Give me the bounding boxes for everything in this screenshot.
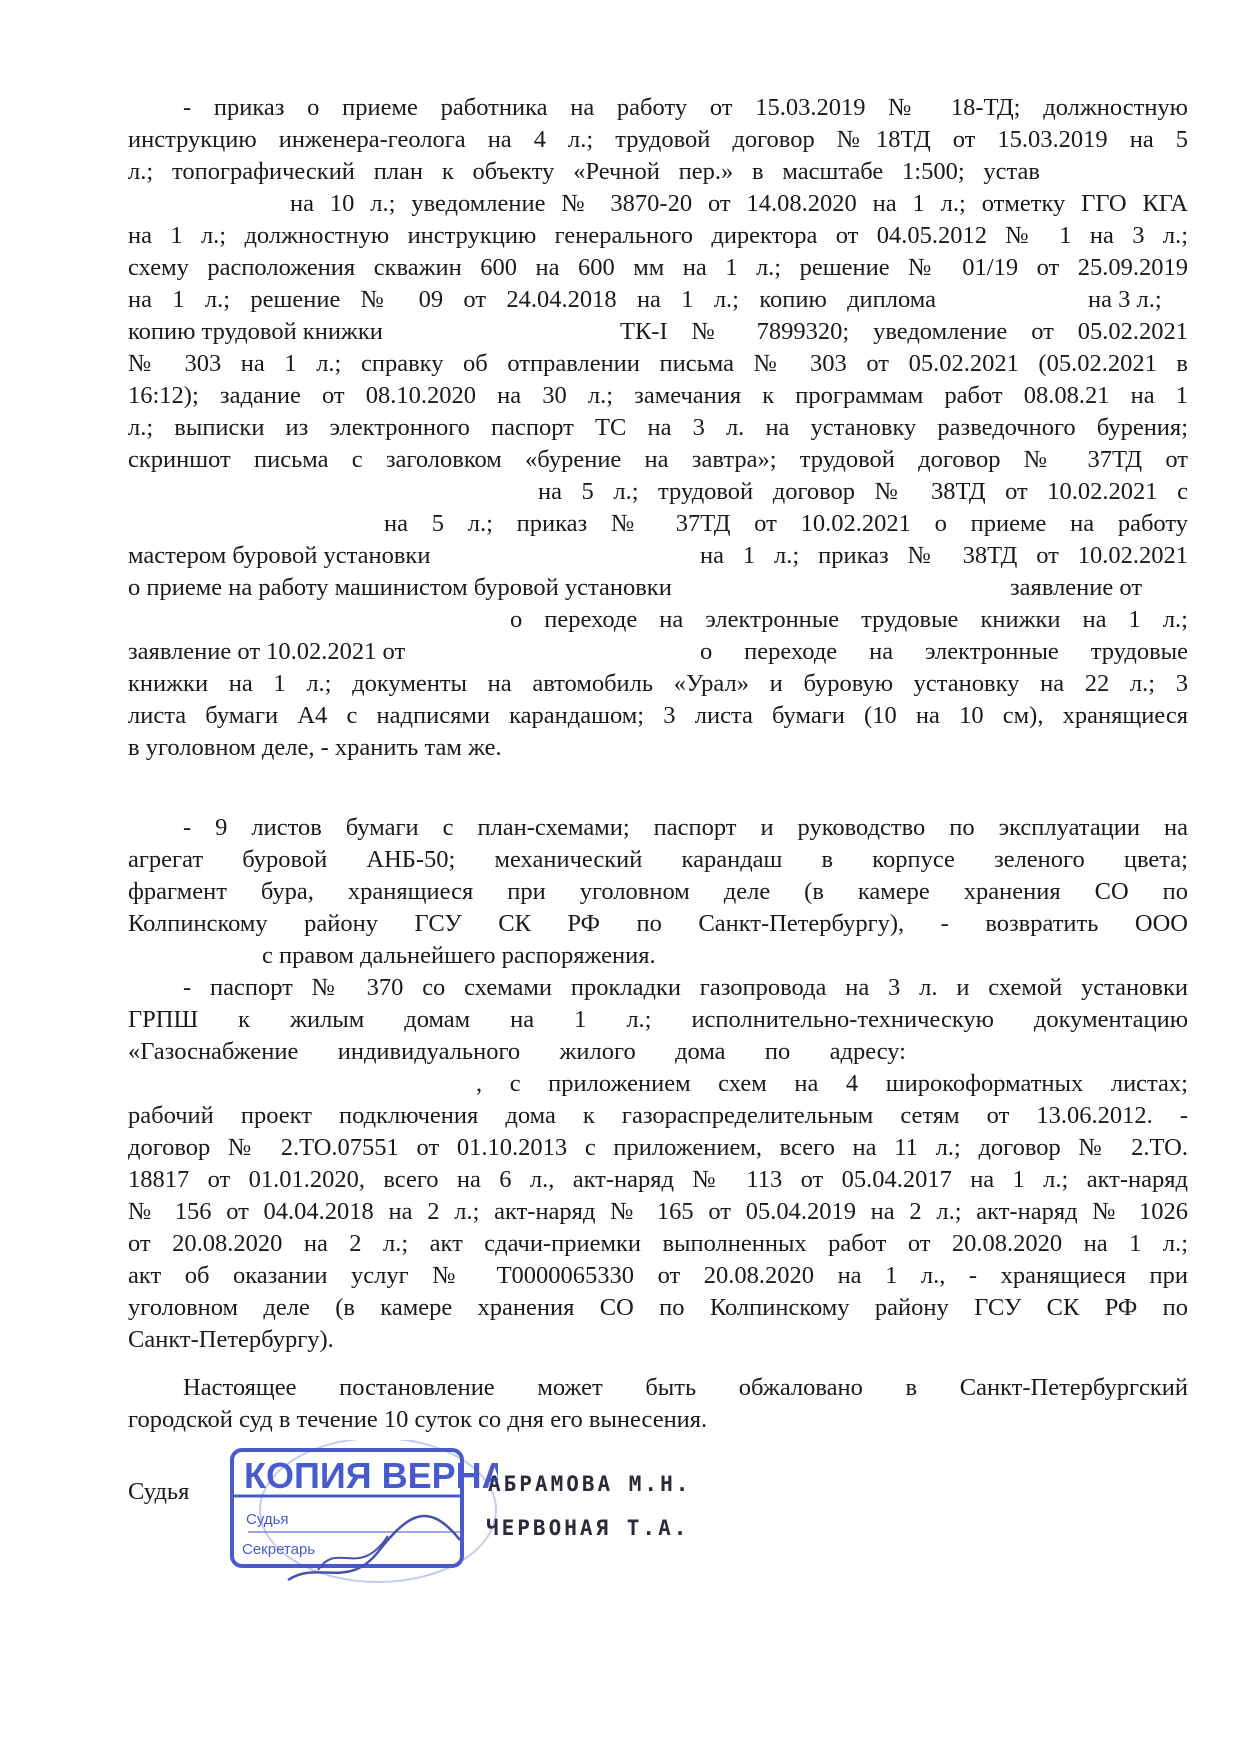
text-line: Санкт-Петербургу). — [128, 1326, 334, 1353]
text-line: на 1 л.; решение № 09 от 24.04.2018 на 1 л.; копию диплома — [128, 286, 936, 313]
text-line: листа бумаги А4 с надписями карандашом; 3 листа бумаги (10 на 10 см), хранящиеся — [128, 702, 1188, 729]
text-line: на 3 л.; — [1088, 286, 1162, 313]
text-line: о приеме на работу машинистом буровой установки — [128, 574, 672, 601]
text-line: л.; выписки из электронного паспорт ТС на 3 л. на установку разведочного бурения; — [128, 414, 1188, 441]
text-line: 18817 от 01.01.2020, всего на 6 л., акт-наряд № 113 от 05.04.2017 на 1 л.; акт-наряд — [128, 1166, 1188, 1193]
judge-label: Судья — [128, 1478, 190, 1505]
text-line: заявление от — [1010, 574, 1143, 601]
text-line: книжки на 1 л.; документы на автомобиль «Урал» и буровую установку на 22 л.; 3 — [128, 670, 1188, 697]
text-line: - 9 листов бумаги с план-схемами; паспорт и руководство по эксплуатации на — [183, 814, 1188, 841]
text-line: в уголовном деле, - хранить там же. — [128, 734, 502, 761]
text-line: ТК-I № 7899320; уведомление от 05.02.2021 — [620, 318, 1188, 345]
text-line: - паспорт № 370 со схемами прокладки газопровода на 3 л. и схемой установки — [183, 974, 1188, 1001]
text-line: № 303 на 1 л.; справку об отправлении письма № 303 от 05.02.2021 (05.02.2021 в — [128, 350, 1188, 377]
text-line: на 5 л.; приказ № 37ТД от 10.02.2021 о приеме на работу — [384, 510, 1188, 537]
stamp-secretary-line: Секретарь — [242, 1541, 316, 1558]
text-line: акт об оказании услуг № Т0000065330 от 20.08.2020 на 1 л., - хранящиеся при — [128, 1262, 1188, 1289]
text-line: Колпинскому району ГСУ СК РФ по Санкт-Петербургу), - возвратить ООО — [128, 910, 1188, 937]
text-line: - приказ о приеме работника на работу от 15.03.2019 № 18-ТД; должностную — [183, 94, 1188, 121]
stamp-title: КОПИЯ ВЕРНА — [244, 1455, 498, 1496]
text-line: , с приложением схем на 4 широкоформатных листах; — [476, 1070, 1188, 1097]
text-line: инструкцию инженера-геолога на 4 л.; трудовой договор №18ТД от 15.03.2019 на 5 — [128, 126, 1188, 153]
text-line: о переходе на электронные трудовые книжки на 1 л.; — [510, 606, 1188, 633]
text-line: № 156 от 04.04.2018 на 2 л.; акт-наряд № 165 от 05.04.2019 на 2 л.; акт-наряд № 1026 — [128, 1198, 1188, 1225]
text-line: с правом дальнейшего распоряжения. — [262, 942, 656, 969]
text-line: л.; топографический план к объекту «Речной пер.» в масштабе 1:500; устав — [128, 158, 1040, 185]
text-line: схему расположения скважин 600 на 600 мм на 1 л.; решение № 01/19 от 25.09.2019 — [128, 254, 1188, 281]
text-line: «Газоснабжение индивидуального жилого дома по адресу: — [128, 1038, 906, 1065]
text-line: о переходе на электронные трудовые — [700, 638, 1188, 665]
text-line: агрегат буровой АНБ-50; механический карандаш в корпусе зеленого цвета; — [128, 846, 1188, 873]
text-line: 16:12); задание от 08.10.2020 на 30 л.; замечания к программам работ 08.08.21 на 1 — [128, 382, 1188, 409]
text-line: на 1 л.; приказ № 38ТД от 10.02.2021 — [700, 542, 1188, 569]
secretary-typed-name: ЧЕРВОНАЯ Т.А. — [486, 1516, 690, 1540]
copy-certified-stamp — [228, 1440, 498, 1590]
text-line: на 10 л.; уведомление № 3870-20 от 14.08.2020 на 1 л.; отметку ГГО КГА — [290, 190, 1188, 217]
text-line: фрагмент бура, хранящиеся при уголовном деле (в камере хранения СО по — [128, 878, 1188, 905]
stamp-judge-line: Судья — [246, 1511, 289, 1528]
text-line: на 1 л.; должностную инструкцию генерального директора от 04.05.2012 № 1 на 3 л.; — [128, 222, 1188, 249]
text-line: скриншот письма с заголовком «бурение на завтра»; трудовой договор № 37ТД от — [128, 446, 1188, 473]
text-line: договор № 2.ТО.07551 от 01.10.2013 с приложением, всего на 11 л.; договор № 2.ТО. — [128, 1134, 1188, 1161]
judge-typed-name: АБРАМОВА М.Н. — [488, 1472, 692, 1496]
text-line: от 20.08.2020 на 2 л.; акт сдачи-приемки выполненных работ от 20.08.2020 на 1 л.; — [128, 1230, 1188, 1257]
text-line: ГРПШ к жилым домам на 1 л.; исполнительно-техническую документацию — [128, 1006, 1188, 1033]
text-line: мастером буровой установки — [128, 542, 431, 569]
text-line: на 5 л.; трудовой договор № 38ТД от 10.02.2021 с — [538, 478, 1188, 505]
text-line: Настоящее постановление может быть обжаловано в Санкт-Петербургский — [183, 1374, 1188, 1401]
text-line: рабочий проект подключения дома к газораспределительным сетям от 13.06.2012. - — [128, 1102, 1188, 1129]
text-line: уголовном деле (в камере хранения СО по Колпинскому району ГСУ СК РФ по — [128, 1294, 1188, 1321]
text-line: заявление от 10.02.2021 от — [128, 638, 406, 665]
text-line: городской суд в течение 10 суток со дня его вынесения. — [128, 1406, 708, 1433]
text-line: копию трудовой книжки — [128, 318, 383, 345]
